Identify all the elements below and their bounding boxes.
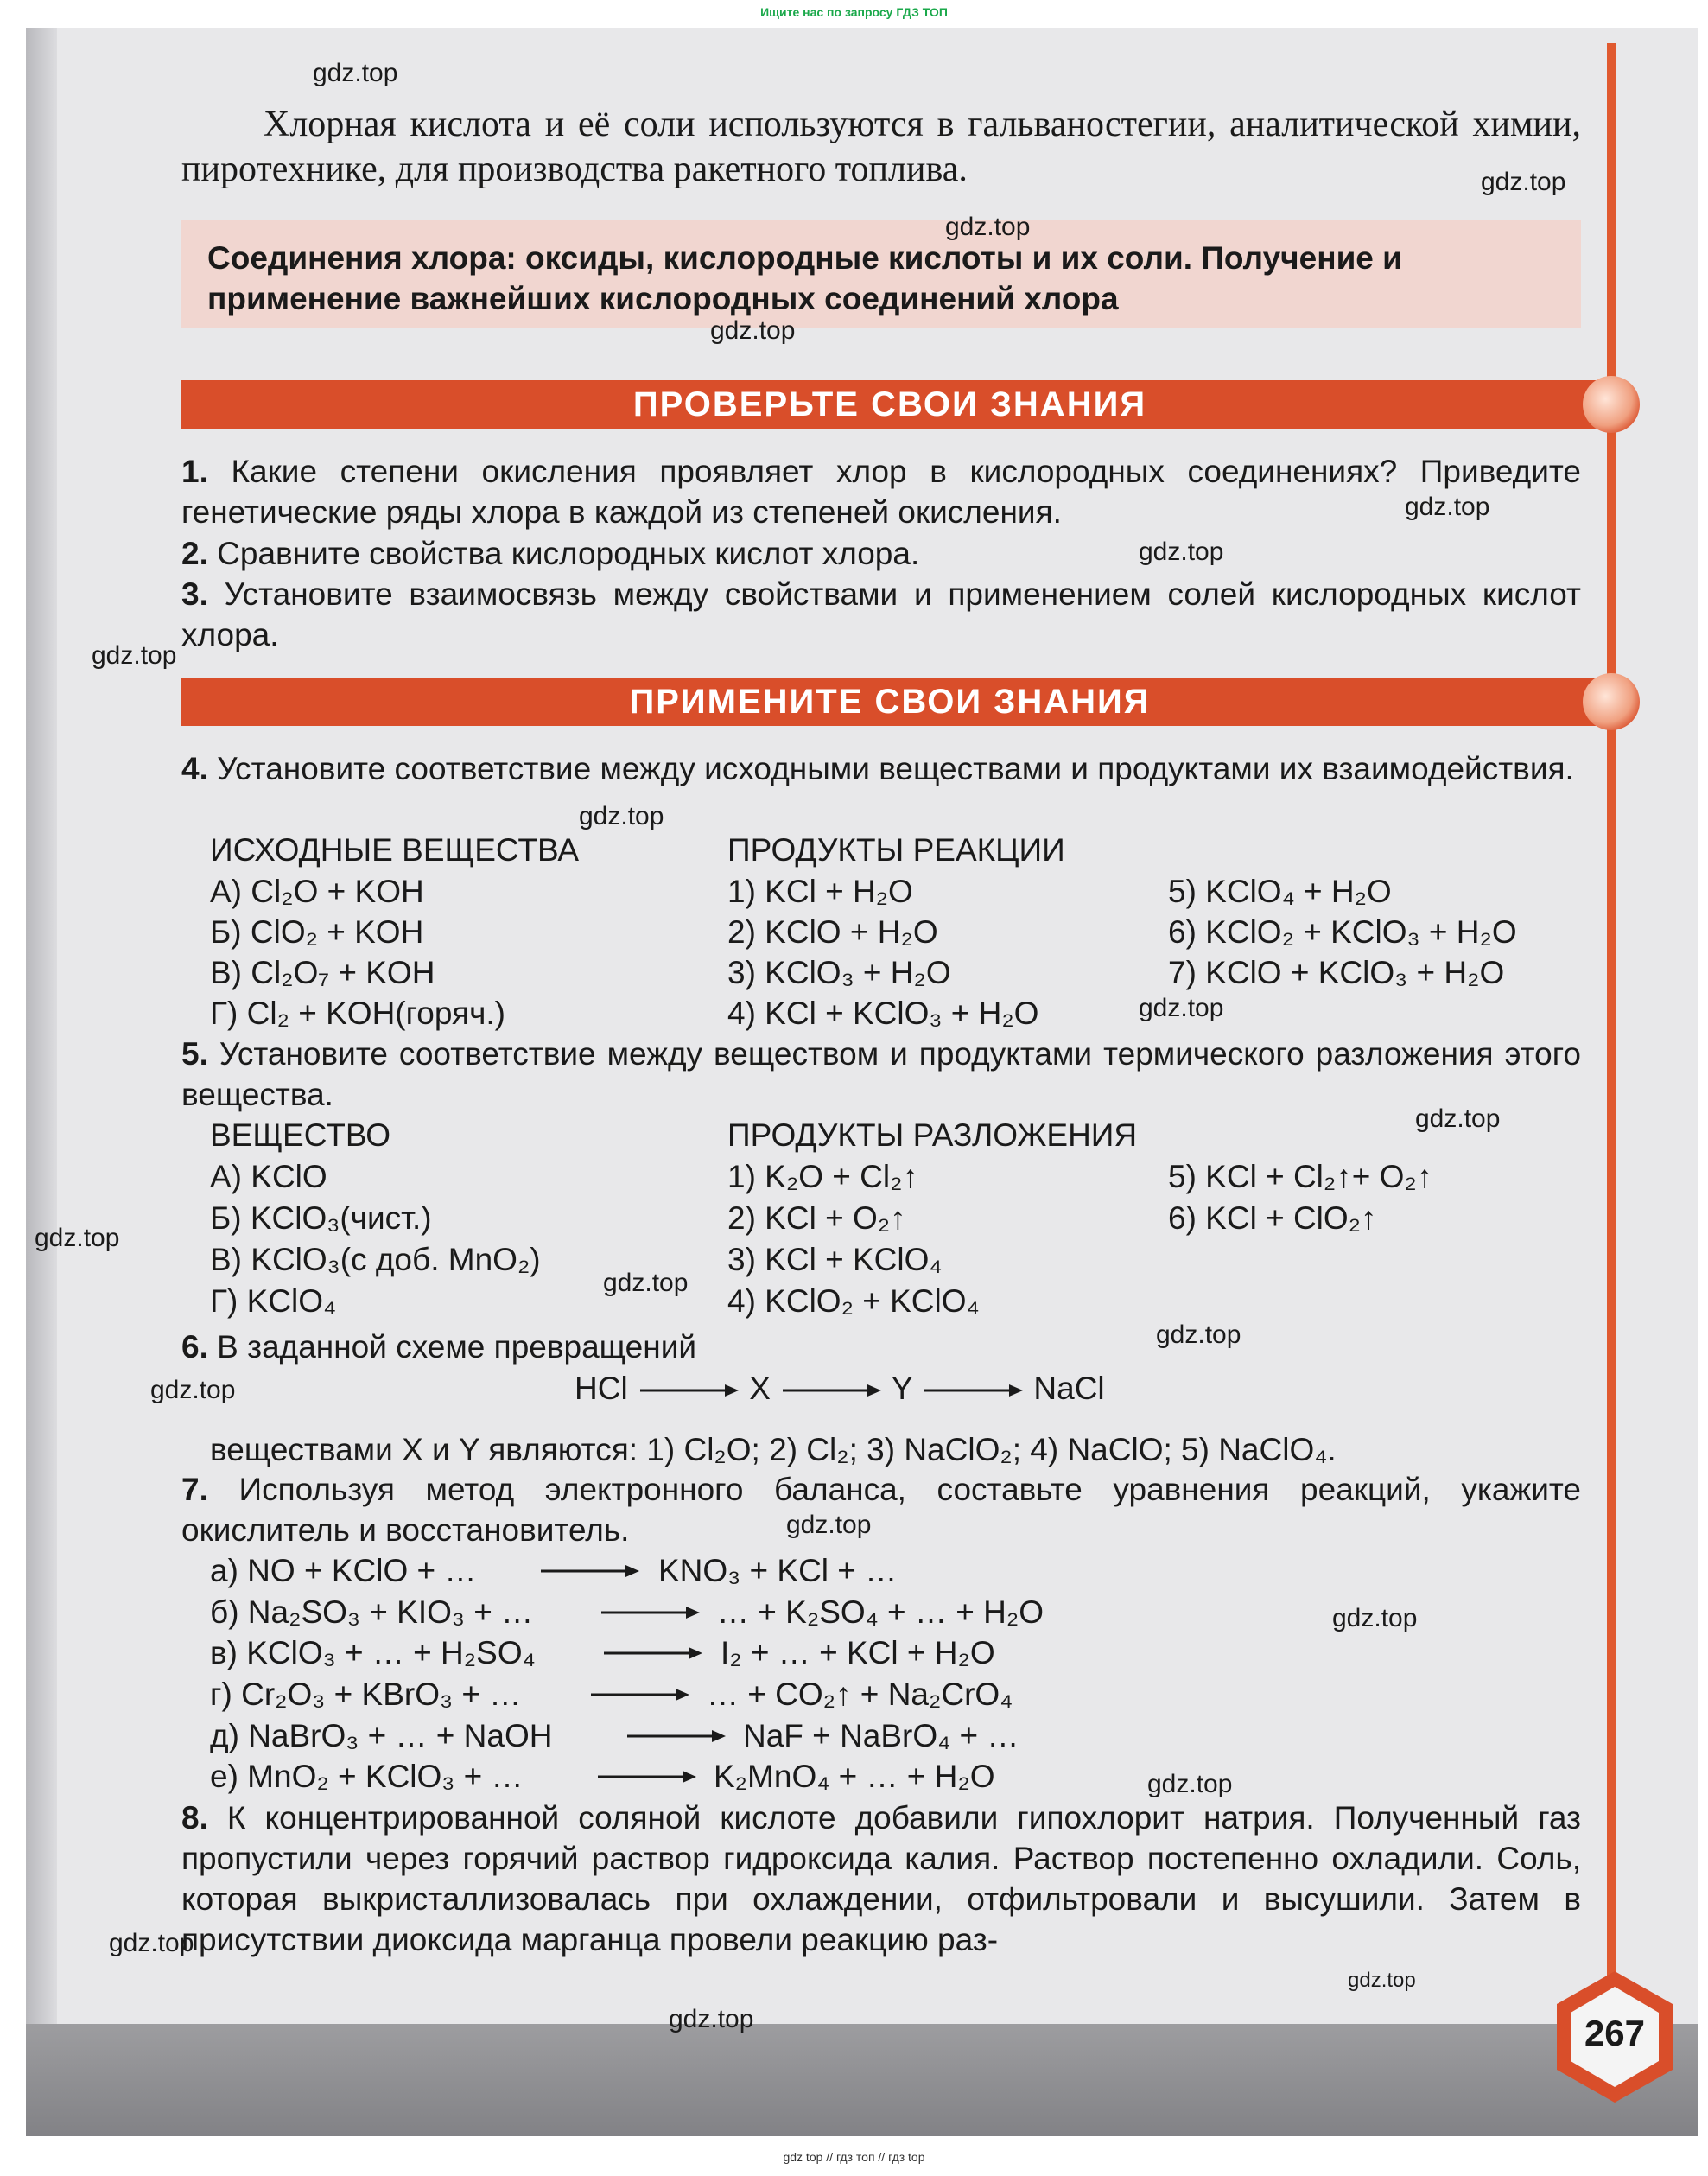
watermark: gdz.top	[1415, 1104, 1501, 1133]
q5-header-right: ПРОДУКТЫ РАЗЛОЖЕНИЯ	[727, 1117, 1138, 1153]
watermark: gdz.top	[1147, 1770, 1233, 1798]
q5-mid-item: 2) KCl + O₂↑	[727, 1200, 906, 1236]
reaction-right: NaF + NaBrO₄ + …	[743, 1718, 1019, 1753]
arrow-right-icon	[637, 1382, 740, 1399]
arrow-right-icon	[779, 1382, 883, 1399]
watermark: gdz.top	[1332, 1604, 1418, 1632]
q4-mid-item: 2) KClO + H₂O	[727, 914, 938, 950]
question-text: Установите взаимосвязь между свойствами и применением солей кислородных кислот хлора.	[181, 576, 1581, 652]
arrow-right-icon	[598, 1604, 702, 1621]
arrow-right-icon	[587, 1686, 691, 1703]
arrow-right-icon	[600, 1645, 704, 1662]
reaction-left: д) NaBrO₃ + … + NaOH	[210, 1718, 553, 1753]
q5-mid-item: 3) KCl + KClO₄	[727, 1242, 943, 1277]
q5-header-left: ВЕЩЕСТВО	[210, 1117, 391, 1153]
footer-text: gdz top // гдз топ // гдз top	[783, 2150, 925, 2164]
reaction-right: KNO₃ + KCl + …	[658, 1553, 898, 1588]
watermark: gdz.top	[1139, 994, 1224, 1022]
watermark: gdz.top	[603, 1269, 689, 1297]
question-3	[181, 574, 1581, 655]
watermark: gdz.top	[1139, 538, 1224, 566]
watermark: gdz.top	[945, 213, 1031, 241]
question-2	[181, 533, 1581, 574]
scheme-item: NaCl	[1033, 1371, 1105, 1406]
watermark: gdz.top	[669, 2005, 754, 2033]
question-text: Используя метод электронного баланса, составьте уравнения реакций, укажите окислитель и восстановитель.	[181, 1472, 1582, 1548]
q5-right-item: 5) KCl + Cl₂↑+ O₂↑	[1168, 1159, 1433, 1194]
q4-right-item: 7) KClO + KClO₃ + H₂O	[1168, 955, 1505, 990]
arrow-right-icon	[594, 1768, 698, 1785]
question-number: 3.	[181, 576, 208, 612]
scheme-item: X	[749, 1371, 771, 1406]
question-number: 5.	[181, 1036, 208, 1072]
q5-right-item: 6) KCl + ClO₂↑	[1168, 1200, 1377, 1236]
question-8	[181, 1797, 1581, 1960]
q6-scheme	[575, 1368, 1105, 1409]
watermark: gdz.top	[109, 1929, 194, 1957]
question-5	[181, 1034, 1581, 1115]
question-number: 4.	[181, 751, 208, 786]
reaction-right: … + K₂SO₄ + … + H₂O	[717, 1594, 1044, 1630]
question-6	[181, 1327, 1581, 1367]
arrow-right-icon	[921, 1382, 1025, 1399]
q5-mid-item: 4) KClO₂ + KClO₄	[727, 1283, 980, 1319]
watermark: gdz.top	[313, 59, 398, 87]
question-text: В заданной схеме превращений	[217, 1329, 697, 1365]
reaction-left: а) NO + KClO + …	[210, 1553, 477, 1588]
reaction-left: в) KClO₃ + … + H₂SO₄	[210, 1635, 536, 1670]
arrow-right-icon	[624, 1727, 727, 1745]
watermark: gdz.top	[150, 1376, 236, 1404]
question-number: 1.	[181, 454, 208, 489]
question-number: 7.	[181, 1472, 208, 1507]
book-spine	[26, 28, 57, 2136]
watermark: gdz.top	[710, 316, 796, 345]
q5-left-item: В) KClO₃(с доб. MnO₂)	[210, 1242, 541, 1277]
section-banner-apply: ПРИМЕНИТЕ СВОИ ЗНАНИЯ	[181, 678, 1598, 726]
q5-mid-item: 1) K₂O + Cl₂↑	[727, 1159, 918, 1194]
q6-answers: веществами X и Y являются: 1) Cl₂O; 2) Cl₂; 3) NaClO₂; 4) NaClO; 5) NaClO₄.	[210, 1432, 1337, 1467]
reaction-right: I₂ + … + KCl + H₂O	[721, 1635, 995, 1670]
bottom-band	[26, 2024, 1698, 2136]
question-text: Установите соответствие между исходными веществами и продуктами их взаимодействия.	[217, 751, 1574, 786]
question-text: К концентрированной соляной кислоте добавили гипохлорит натрия. Полученный газ пропустили через горячий раствор гидроксида калия. Раствор постепенно охладили. Соль, которая выкристаллизовалась при охлаждении, отфильтровали и высушили. Затем в присутствии диоксида марганца провели реакцию раз-	[181, 1800, 1582, 1957]
topic-text: Соединения хлора: оксиды, кислородные кислоты и их соли. Получение и применение важнейших кислородных соединений хлора	[207, 240, 1402, 316]
watermark: gdz.top	[1156, 1320, 1241, 1349]
reaction-left: е) MnO₂ + KClO₃ + …	[210, 1759, 524, 1794]
watermark: gdz.top	[1481, 168, 1566, 196]
watermark: gdz.top	[1405, 493, 1490, 521]
q4-left-item: В) Cl₂O₇ + KOH	[210, 955, 435, 990]
reaction-right: K₂MnO₄ + … + H₂O	[714, 1759, 995, 1794]
question-number: 2.	[181, 536, 208, 571]
q4-mid-item: 4) KCl + KClO₃ + H₂O	[727, 996, 1039, 1031]
q4-left-item: А) Cl₂O + KOH	[210, 874, 424, 909]
question-number: 6.	[181, 1329, 208, 1365]
q5-left-item: Г) KClO₄	[210, 1283, 337, 1319]
banner-knob-icon	[1583, 673, 1640, 730]
banner-knob-icon	[1583, 376, 1640, 433]
watermark: gdz.top	[786, 1511, 872, 1539]
q4-left-item: Г) Cl₂ + KOH(горяч.)	[210, 996, 505, 1031]
question-text: Какие степени окисления проявляет хлор в кислородных соединениях? Приведите генетические ряды хлора в каждой из степеней окисления.	[181, 454, 1582, 530]
question-7	[181, 1469, 1581, 1550]
question-1	[181, 451, 1581, 532]
q5-left-item: Б) KClO₃(чист.)	[210, 1200, 432, 1236]
scheme-item: HCl	[575, 1371, 628, 1406]
question-4	[181, 748, 1581, 789]
page-number-badge	[1552, 1968, 1678, 2106]
question-text: Сравните свойства кислородных кислот хлора.	[217, 536, 920, 571]
q5-left-item: А) KClO	[210, 1159, 327, 1194]
q4-right-item: 5) KClO₄ + H₂O	[1168, 874, 1392, 909]
reaction-right: … + CO₂↑ + Na₂CrO₄	[707, 1677, 1013, 1712]
question-text: Установите соответствие между веществом и продуктами термического разложения этого вещества.	[181, 1036, 1582, 1112]
watermark: gdz.top	[35, 1224, 120, 1252]
topic-box	[181, 220, 1581, 328]
q4-mid-item: 1) KCl + H₂O	[727, 874, 913, 909]
q4-header-right: ПРОДУКТЫ РЕАКЦИИ	[727, 832, 1065, 868]
scheme-item: Y	[891, 1371, 912, 1406]
page-number: 267	[1584, 2013, 1646, 2053]
q4-right-item: 6) KClO₂ + KClO₃ + H₂O	[1168, 914, 1517, 950]
reaction-left: б) Na₂SO₃ + KIO₃ + …	[210, 1594, 534, 1630]
watermark: gdz.top	[579, 802, 664, 830]
arrow-right-icon	[537, 1562, 641, 1580]
reaction-left: г) Cr₂O₃ + KBrO₃ + …	[210, 1677, 522, 1712]
margin-rule	[1607, 43, 1616, 2031]
intro-paragraph: Хлорная кислота и её соли используются в гальваностегии, аналитической химии, пиротехнике, для производства ракетного топлива.	[181, 105, 1581, 189]
q4-left-item: Б) ClO₂ + KOH	[210, 914, 424, 950]
q4-mid-item: 3) KClO₃ + H₂O	[727, 955, 951, 990]
question-number: 8.	[181, 1800, 208, 1836]
watermark: gdz.top	[92, 641, 177, 670]
q4-header-left: ИСХОДНЫЕ ВЕЩЕСТВА	[210, 832, 580, 868]
header-banner: Ищите нас по запросу ГДЗ ТОП	[760, 5, 948, 19]
section-banner-check: ПРОВЕРЬТЕ СВОИ ЗНАНИЯ	[181, 380, 1598, 429]
watermark: gdz.top	[1348, 1969, 1416, 1992]
